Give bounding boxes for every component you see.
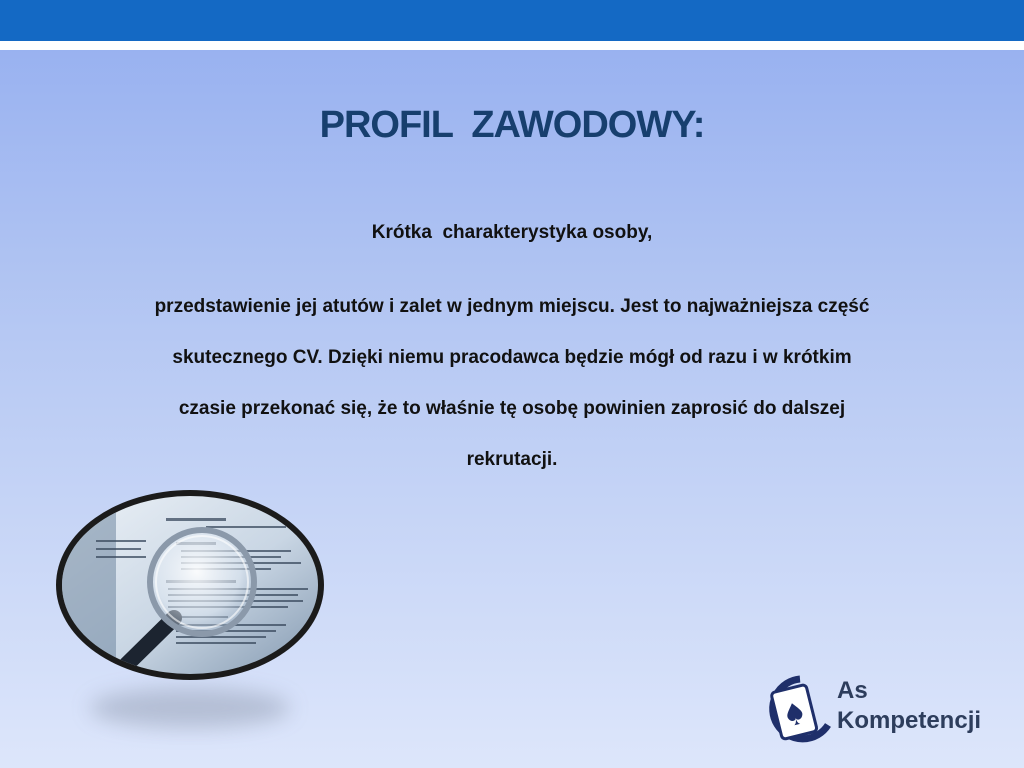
logo-line-1: As [837,677,868,704]
slide-title: PROFIL ZAWODOWY: [319,104,705,146]
photo-shadow [90,688,290,728]
top-divider [0,41,1024,50]
logo-line-2: Kompetencji [837,707,982,734]
top-bar [0,0,1024,41]
slide-body: przedstawienie jej atutów i zalet w jednym miejscu. Jest to najważniejsza część skutecznego CV. Dzięki niemu pracodawca będzie mógł od razu i w krótkim czasie przekonać się, że to właśnie tę osobę powinien zaprosić do dalszej rekrutacji. [154,296,870,470]
slide-subtitle: Krótka charakterystyka osoby, [371,222,653,243]
magnifier-resume-photo [56,490,324,680]
card-spade-icon [768,673,832,753]
as-kompetencji-logo [768,673,1008,753]
